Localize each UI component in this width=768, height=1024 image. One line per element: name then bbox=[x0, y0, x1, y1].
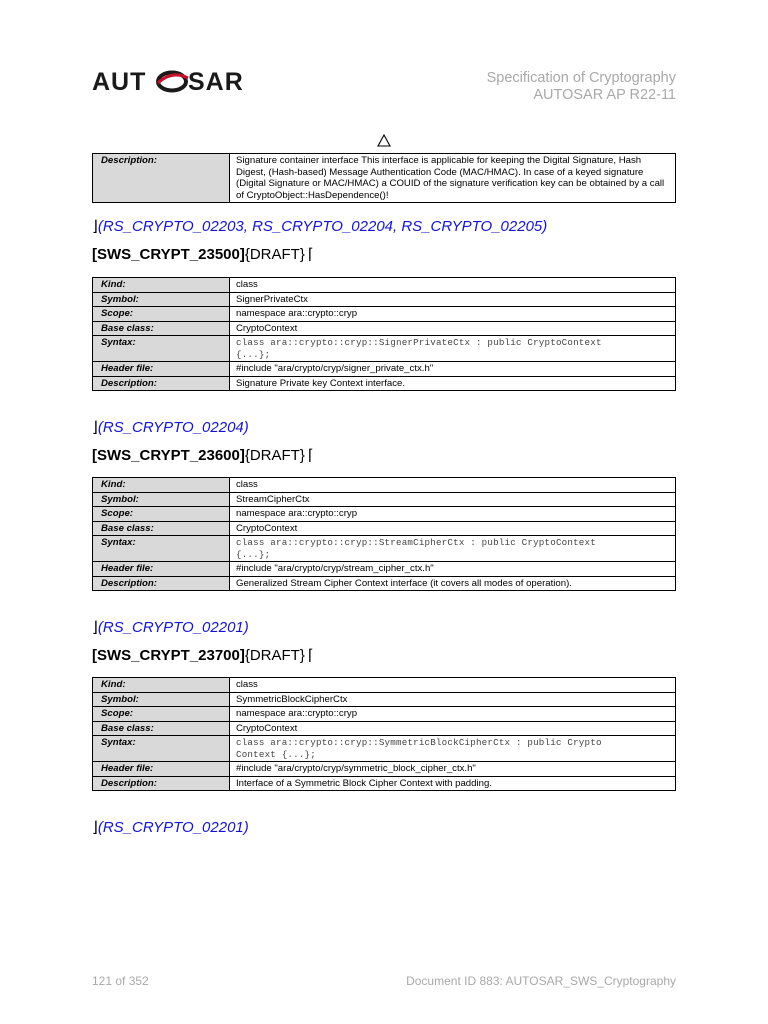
document-header bbox=[487, 70, 676, 104]
table-row: Base class: CryptoContext bbox=[93, 521, 676, 536]
table-row: Symbol: SymmetricBlockCipherCtx bbox=[93, 692, 676, 707]
trace-text[interactable]: (RS_CRYPTO_02201) bbox=[97, 819, 249, 836]
document-title: Specification of Cryptography bbox=[486, 70, 676, 86]
table-row: Header file: #include "ara/crypto/cryp/symmetric_block_cipher_ctx.h" bbox=[93, 762, 676, 777]
table-row: Base class: CryptoContext bbox=[93, 321, 676, 336]
svg-text:SAR: SAR bbox=[188, 68, 244, 94]
table-row: Kind: class bbox=[93, 478, 676, 493]
requirement-heading-23500: [SWS_CRYPT_23500]{DRAFT} ⌈ bbox=[92, 246, 314, 263]
table-row: Syntax: class ara::crypto::cryp::SymmetricBlockCipherCtx : public Crypto Context {...}; bbox=[93, 736, 676, 762]
requirement-status: {DRAFT} bbox=[244, 246, 305, 263]
table-row: Scope: namespace ara::crypto::cryp bbox=[93, 707, 676, 722]
table-row: Symbol: SignerPrivateCtx bbox=[93, 292, 676, 307]
table-row: Header file: #include "ara/crypto/cryp/signer_private_ctx.h" bbox=[93, 362, 676, 377]
trace-link-3[interactable]: ⌋(RS_CRYPTO_02201) bbox=[92, 819, 249, 836]
spec-table-continued bbox=[92, 153, 676, 203]
spec-table-symmetric-block-cipher-ctx bbox=[92, 677, 676, 791]
requirement-id: [SWS_CRYPT_23600] bbox=[92, 447, 245, 464]
table-row: Kind: class bbox=[93, 678, 676, 693]
spec-table-signer-private-ctx bbox=[92, 277, 676, 391]
trace-link-2[interactable]: ⌋(RS_CRYPTO_02201) bbox=[92, 619, 249, 636]
trace-link-0[interactable]: ⌋(RS_CRYPTO_02203, RS_CRYPTO_02204, RS_CRYPTO_02205) bbox=[92, 218, 548, 235]
table-row: Base class: CryptoContext bbox=[93, 721, 676, 736]
table-row: Syntax: class ara::crypto::cryp::StreamCipherCtx : public CryptoContext {...}; bbox=[93, 536, 676, 562]
requirement-status: {DRAFT} bbox=[244, 447, 305, 464]
table-row: Scope: namespace ara::crypto::cryp bbox=[93, 507, 676, 522]
requirement-status: {DRAFT} bbox=[244, 647, 305, 664]
release-label: AUTOSAR AP R22-11 bbox=[533, 87, 676, 103]
table-row: Description: Interface of a Symmetric Block Cipher Context with padding. bbox=[93, 776, 676, 791]
spec-table-stream-cipher-ctx bbox=[92, 477, 676, 591]
table-row: Syntax: class ara::crypto::cryp::SignerPrivateCtx : public CryptoContext {...}; bbox=[93, 336, 676, 362]
svg-text:AUT: AUT bbox=[92, 68, 147, 94]
table-row: Symbol: StreamCipherCtx bbox=[93, 492, 676, 507]
table-row: Scope: namespace ara::crypto::cryp bbox=[93, 307, 676, 322]
requirement-heading-23700: [SWS_CRYPT_23700]{DRAFT} ⌈ bbox=[92, 647, 314, 664]
trace-text[interactable]: (RS_CRYPTO_02204) bbox=[97, 419, 249, 436]
requirement-id: [SWS_CRYPT_23500] bbox=[92, 246, 245, 263]
description-value: Signature container interface This interface is applicable for keeping the Digital Signature, Hash Digest, (Hash-based) Message Authentication Code (MAC/HMAC). In case of a keyed signature (Digital Signature or MAC/HMAC) a COUID of the signature verification key can be obtained by a call of CryptoObject::HasDependence()! bbox=[230, 154, 676, 203]
page-number: 121 of 352 bbox=[92, 974, 149, 988]
trace-text[interactable]: (RS_CRYPTO_02203, RS_CRYPTO_02204, RS_CRYPTO_02205) bbox=[97, 218, 548, 235]
syntax-code: class ara::crypto::cryp::StreamCipherCtx : public CryptoContext {...}; bbox=[230, 536, 676, 562]
description-key: Description: bbox=[93, 154, 230, 203]
table-row: Header file: #include "ara/crypto/cryp/stream_cipher_ctx.h" bbox=[93, 562, 676, 577]
requirement-heading-23600: [SWS_CRYPT_23600]{DRAFT} ⌈ bbox=[92, 447, 314, 464]
document-id: Document ID 883: AUTOSAR_SWS_Cryptography bbox=[406, 974, 676, 988]
syntax-code: class ara::crypto::cryp::SymmetricBlockCipherCtx : public Crypto Context {...}; bbox=[230, 736, 676, 762]
trace-link-1[interactable]: ⌋(RS_CRYPTO_02204) bbox=[92, 419, 249, 436]
syntax-code: class ara::crypto::cryp::SignerPrivateCtx : public CryptoContext {...}; bbox=[230, 336, 676, 362]
table-row: Description: Generalized Stream Cipher Context interface (it covers all modes of operation). bbox=[93, 576, 676, 591]
autosar-logo bbox=[92, 68, 312, 99]
table-row bbox=[93, 154, 676, 203]
table-row: Description: Signature Private key Context interface. bbox=[93, 376, 676, 391]
table-row: Kind: class bbox=[93, 278, 676, 293]
continuation-triangle-icon bbox=[377, 134, 391, 148]
trace-text[interactable]: (RS_CRYPTO_02201) bbox=[97, 619, 249, 636]
requirement-id: [SWS_CRYPT_23700] bbox=[92, 647, 245, 664]
